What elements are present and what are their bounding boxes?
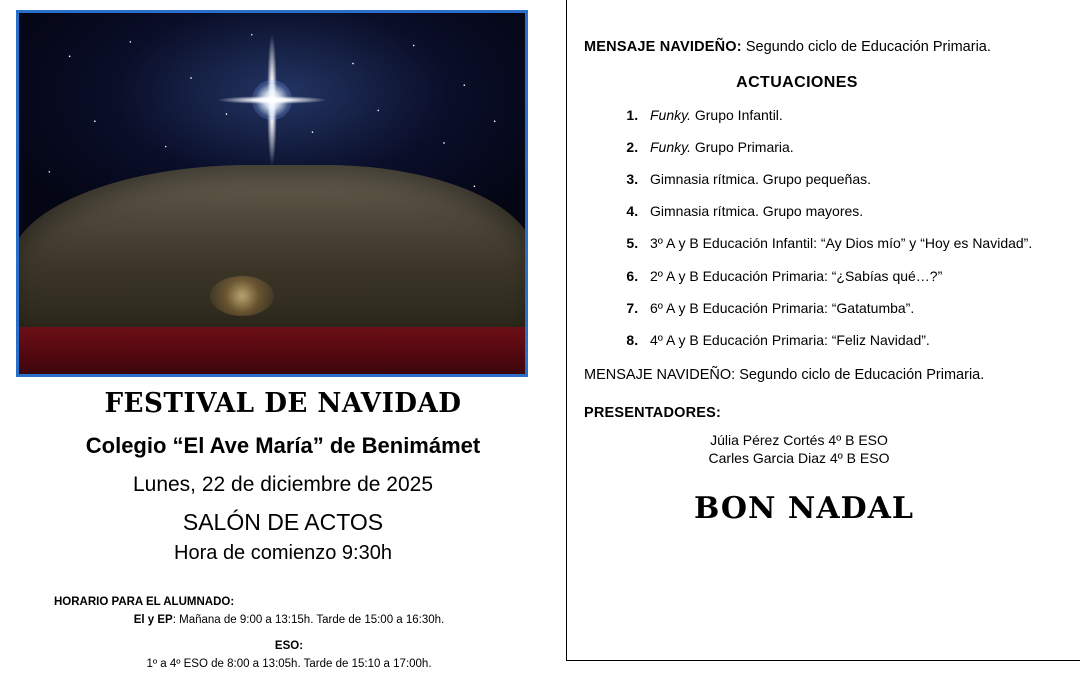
- christmas-message-bottom-label: MENSAJE NAVIDEÑO:: [584, 367, 736, 384]
- nativity-poster-image: [16, 10, 528, 377]
- act-text: Grupo Infantil.: [690, 106, 783, 123]
- list-item: [642, 202, 1050, 220]
- act-text: Gimnasia rítmica. Grupo pequeñas.: [650, 170, 871, 187]
- christmas-message-bottom: [584, 367, 1050, 383]
- festival-title: FESTIVAL DE NAVIDAD: [104, 388, 462, 419]
- act-text: Gimnasia rítmica. Grupo mayores.: [650, 203, 864, 220]
- act-italic: Funky.: [650, 138, 691, 155]
- list-item: [642, 267, 1050, 285]
- performances-list: [584, 106, 1050, 350]
- list-item: [642, 138, 1050, 156]
- schedule-row2-colon: :: [299, 640, 304, 653]
- presenter-1: Júlia Pérez Cortés 4º B ESO: [710, 432, 888, 449]
- presenters-heading: PRESENTADORES:: [584, 405, 722, 422]
- list-item: [642, 170, 1050, 188]
- schedule-row-eso: 1º a 4º ESO de 8:00 a 13:05h. Tarde de 15:10 a 17:00h.: [146, 658, 432, 671]
- schedule-row2-label-text: ESO: [274, 640, 300, 653]
- act-text: 4º A y B Educación Primaria: “Feliz Navidad”.: [650, 331, 930, 348]
- schedule-heading: HORARIO PARA EL ALUMNADO:: [54, 596, 235, 608]
- christmas-message-top-text: Segundo ciclo de Educación Primaria.: [741, 39, 991, 55]
- schedule-row1-text: : Mañana de 9:00 a 13:15h. Tarde de 15:00 a 16:30h.: [172, 613, 445, 626]
- act-text: 6º A y B Educación Primaria: “Gatatumba”.: [650, 299, 915, 316]
- nativity-sky: [19, 13, 525, 374]
- school-name: Colegio “El Ave María” de Benimámet: [85, 433, 481, 458]
- act-text: Grupo Primaria.: [690, 138, 794, 155]
- act-text: 2º A y B Educación Primaria: “¿Sabías qué…?”: [650, 267, 943, 284]
- christmas-message-top: [584, 38, 1050, 58]
- schedule-row1-label: El y EP: [133, 613, 173, 626]
- list-item: [642, 299, 1050, 317]
- act-text: 3º A y B Educación Infantil: “Ay Dios mío” y “Hoy es Navidad”.: [650, 235, 1033, 252]
- list-item: [642, 331, 1050, 349]
- list-item: [642, 234, 1050, 252]
- christmas-message-top-label: MENSAJE NAVIDEÑO:: [584, 39, 742, 55]
- red-cloth-ground: [19, 327, 525, 374]
- title-block: [0, 388, 566, 565]
- list-item: [642, 106, 1050, 124]
- star-core: [252, 80, 292, 120]
- act-italic: Funky.: [650, 106, 691, 123]
- event-venue: SALÓN DE ACTOS: [182, 509, 384, 535]
- right-panel: [566, 0, 1080, 675]
- christmas-message-bottom-text: Segundo ciclo de Educación Primaria.: [735, 367, 985, 384]
- schedule-row2-label: [54, 638, 524, 655]
- event-start-time: Hora de comienzo 9:30h: [174, 542, 392, 564]
- closing-greeting: BON NADAL: [694, 491, 914, 527]
- student-schedule: [54, 594, 524, 673]
- presenters-list: [584, 431, 1050, 467]
- nativity-figures: [49, 248, 494, 327]
- presenter-2: Carles Garcia Diaz 4º B ESO: [708, 450, 890, 467]
- manger-glow: [210, 276, 274, 316]
- schedule-row-infantil-primaria: [54, 612, 524, 629]
- event-date: Lunes, 22 de diciembre de 2025: [132, 473, 434, 496]
- performances-heading: ACTUACIONES: [736, 73, 858, 91]
